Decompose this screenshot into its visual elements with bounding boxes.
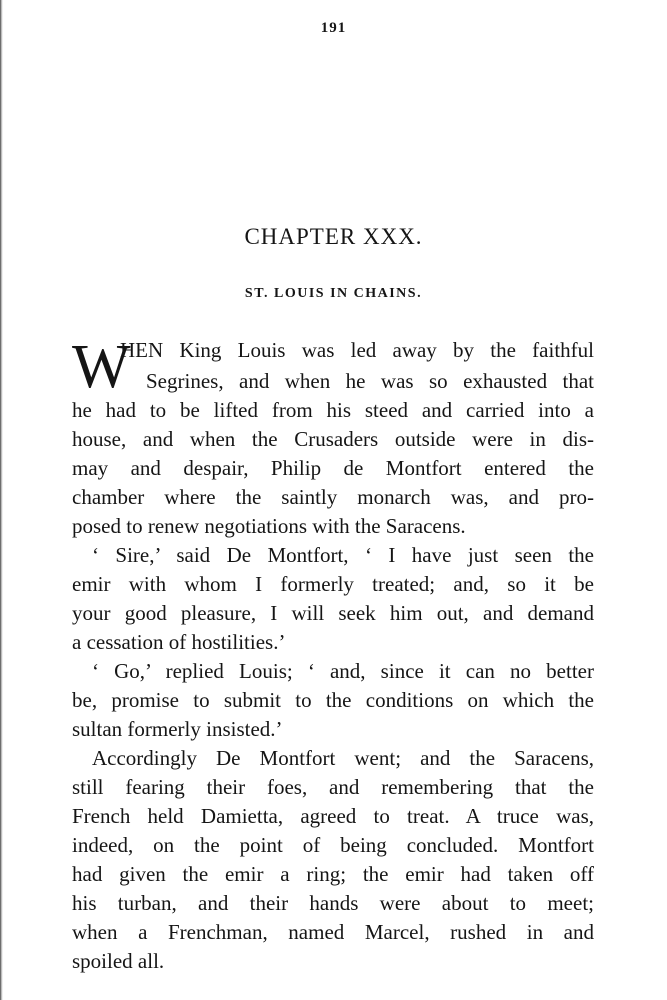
body-line: his turban, and their hands were about to meet; — [72, 891, 594, 915]
page-number: 191 — [320, 20, 347, 36]
body-line: Accordingly De Montfort went; and the Saracens, — [92, 746, 594, 770]
body-line: spoiled all. — [72, 949, 165, 973]
body-line: be, promise to submit to the conditions on which the — [72, 688, 594, 712]
body-line: had given the emir a ring; the emir had taken off — [72, 862, 594, 886]
body-line: ‘ Go,’ replied Louis; ‘ and, since it can no better — [92, 659, 594, 683]
body-line: posed to renew negotiations with the Saracens. — [72, 514, 466, 538]
body-line: ‘ Sire,’ said De Montfort, ‘ I have just seen the — [92, 543, 594, 567]
body-line: indeed, on the point of being concluded. Montfort — [72, 833, 594, 857]
body-line: may and despair, Philip de Montfort entered the — [72, 456, 594, 480]
body-line: sultan formerly insisted.’ — [72, 717, 283, 741]
body-line: when a Frenchman, named Marcel, rushed in and — [72, 920, 594, 944]
body-line: HEN King Louis was led away by the faithful — [120, 338, 594, 362]
body-line: a cessation of hostilities.’ — [72, 630, 286, 654]
body-line: your good pleasure, I will seek him out, and demand — [72, 601, 594, 625]
chapter-title: CHAPTER XXX. — [244, 224, 423, 249]
body-line: still fearing their foes, and remembering that the — [72, 775, 594, 799]
body-line: he had to be lifted from his steed and carried into a — [72, 398, 594, 422]
page-spine-edge — [0, 0, 3, 1000]
body-line: French held Damietta, agreed to treat. A truce was, — [72, 804, 594, 828]
chapter-subtitle: ST. LOUIS IN CHAINS. — [244, 286, 423, 301]
drop-cap: W — [72, 333, 131, 401]
body-line: Segrines, and when he was so exhausted that — [146, 369, 594, 393]
body-line: chamber where the saintly monarch was, and pro- — [72, 485, 594, 509]
body-line: house, and when the Crusaders outside were in dis- — [72, 427, 594, 451]
body-line: emir with whom I formerly treated; and, so it be — [72, 572, 594, 596]
